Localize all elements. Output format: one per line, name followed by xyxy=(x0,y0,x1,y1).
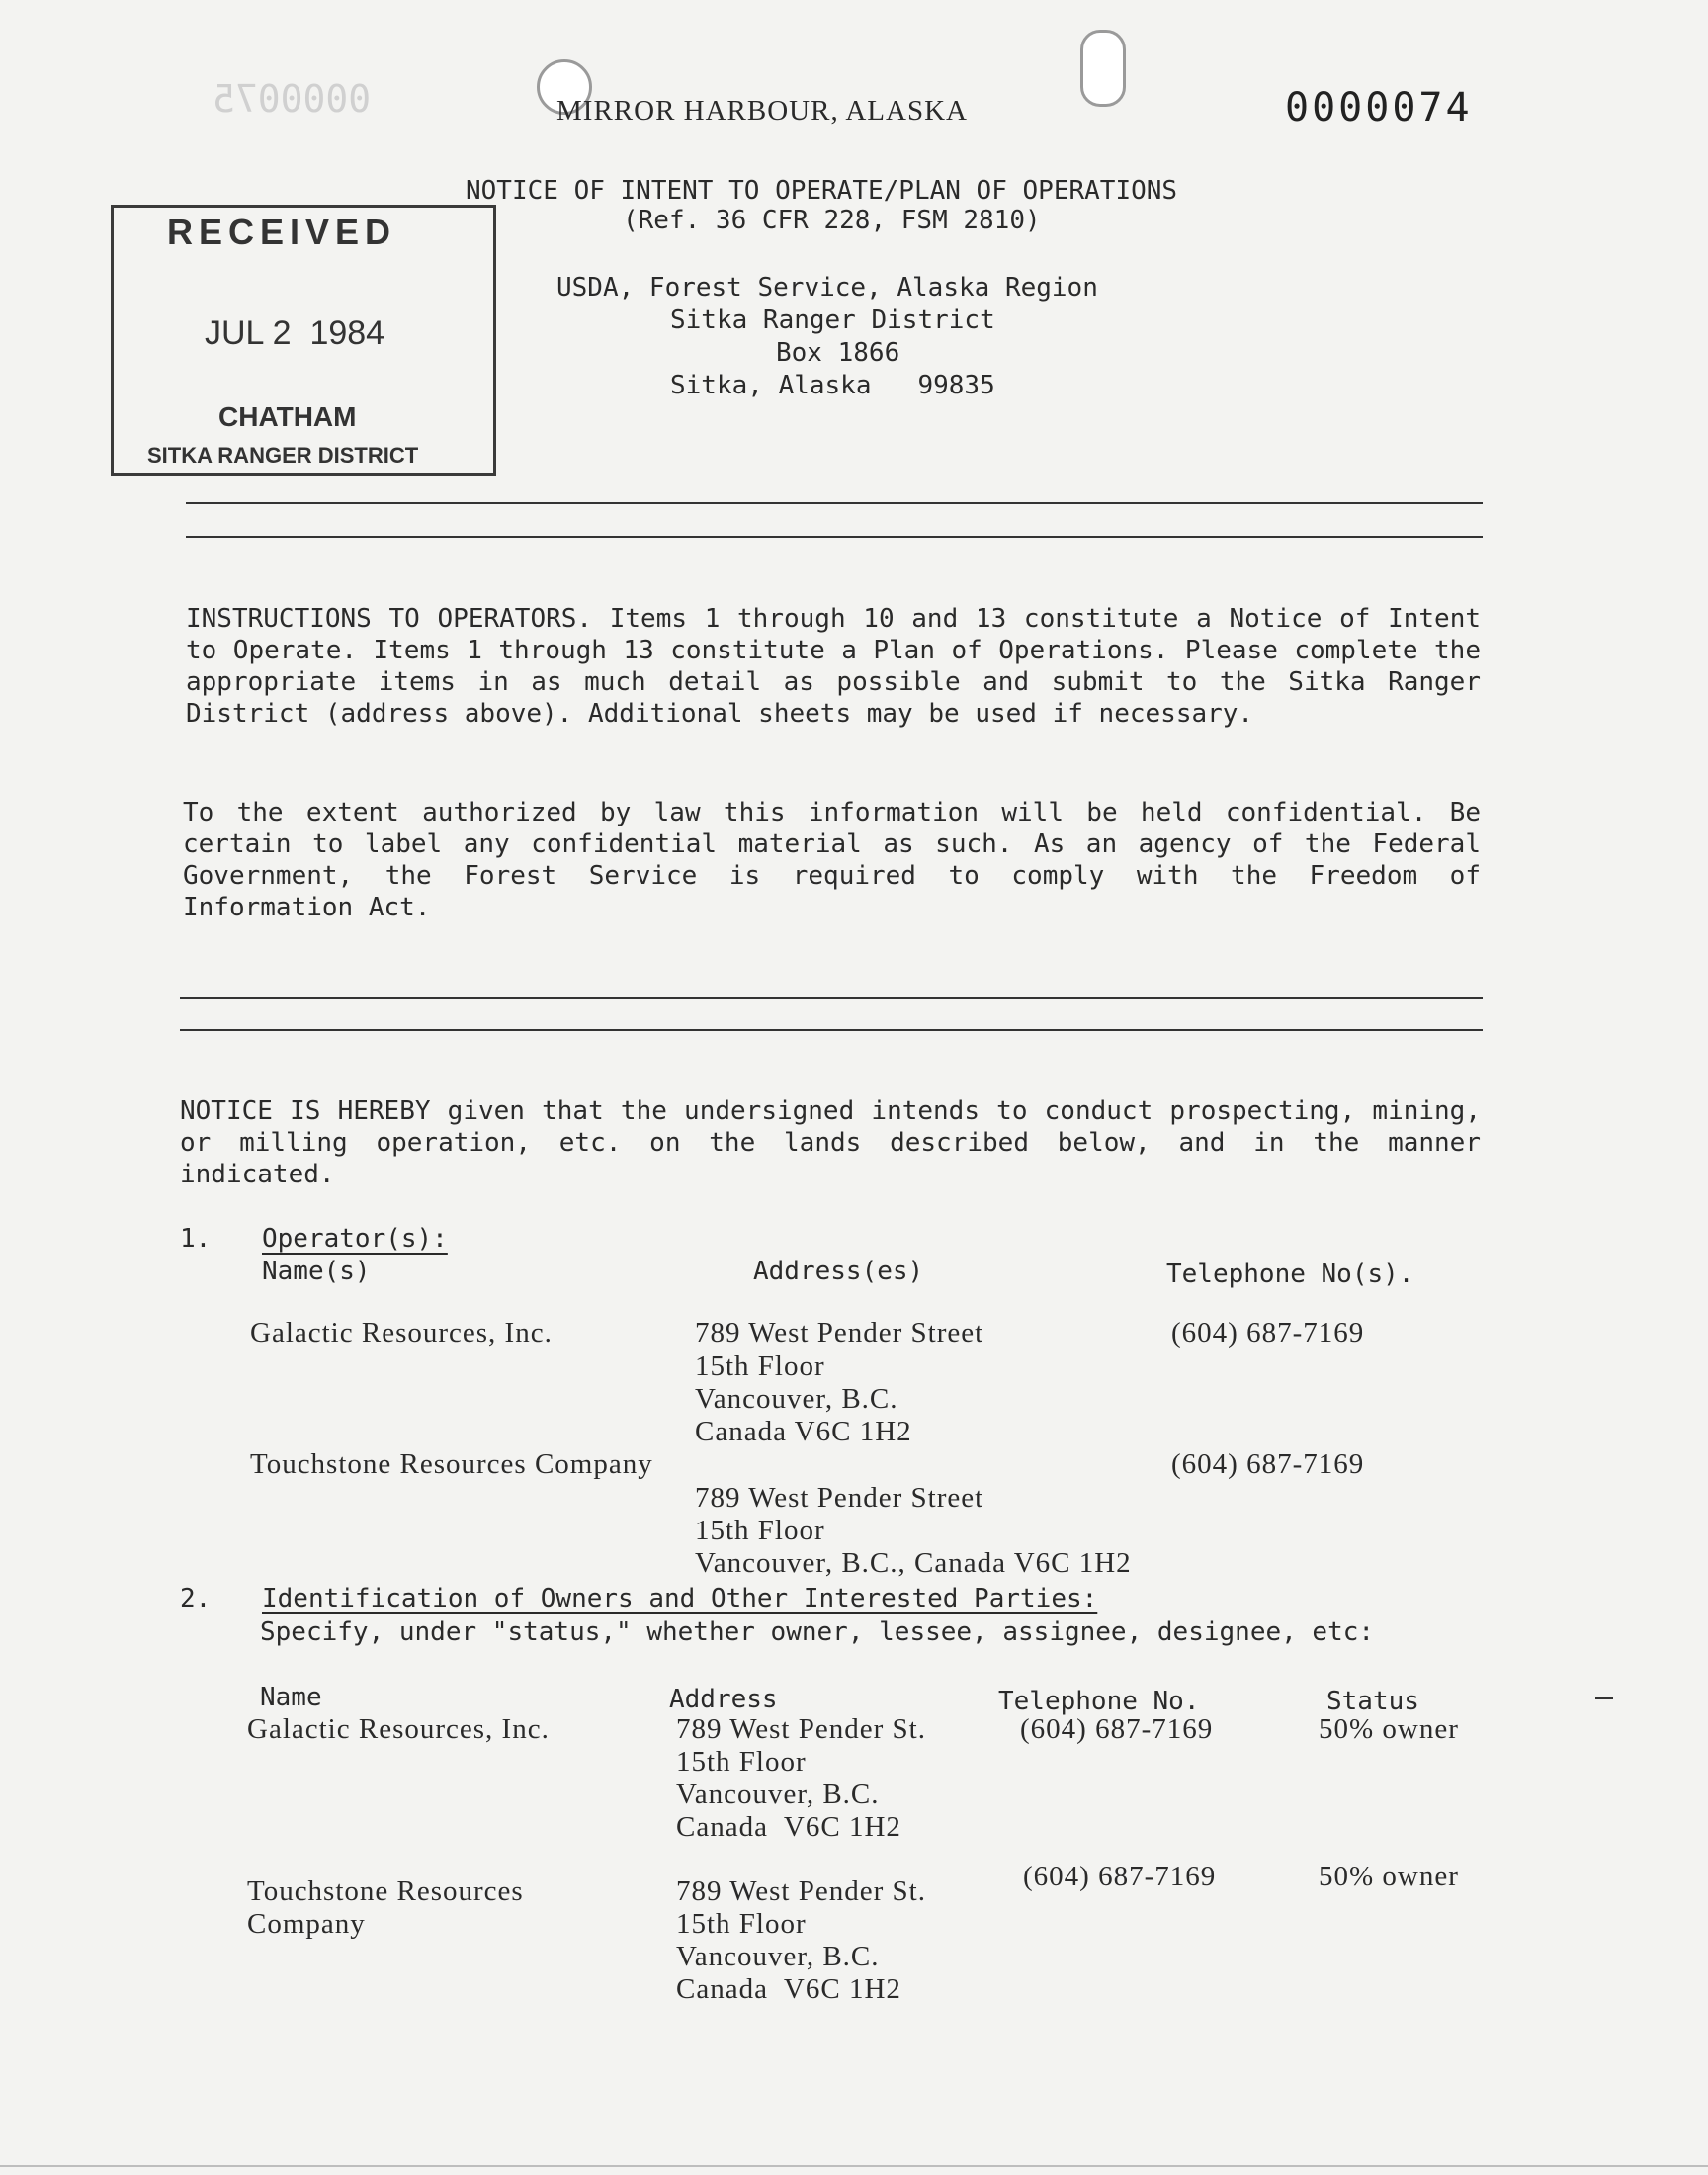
agency-line-1: USDA, Forest Service, Alaska Region xyxy=(556,273,1098,303)
owner-1-phone: (604) 687-7169 xyxy=(1020,1713,1214,1745)
operator-2-address-1: 789 West Pender Street xyxy=(695,1482,984,1514)
section-2-col-address: Address xyxy=(669,1685,778,1714)
section-2-subheading: Specify, under "status," whether owner, lessee, assignee, designee, etc: xyxy=(260,1617,1375,1647)
location-title: MIRROR HARBOUR, ALASKA xyxy=(556,95,968,127)
agency-line-4: Sitka, Alaska 99835 xyxy=(670,371,995,400)
divider-1 xyxy=(186,502,1483,504)
bleed-through-number: 0000075 xyxy=(213,77,372,121)
owner-2-address-3: Vancouver, B.C. xyxy=(676,1941,880,1972)
operator-1-name: Galactic Resources, Inc. xyxy=(250,1317,553,1348)
punch-hole-right xyxy=(1080,30,1126,107)
section-1-col-name: Name(s) xyxy=(262,1257,371,1286)
owner-1-name: Galactic Resources, Inc. xyxy=(247,1713,550,1745)
operator-1-address-3: Vancouver, B.C. xyxy=(695,1383,898,1415)
stamp-date: JUL 2 1984 xyxy=(205,314,385,352)
owner-2-status: 50% owner xyxy=(1319,1861,1459,1892)
section-1-col-phone: Telephone No(s). xyxy=(1166,1260,1414,1289)
margin-mark xyxy=(1595,1697,1613,1699)
section-2-col-name: Name xyxy=(260,1683,322,1712)
divider-2 xyxy=(186,536,1483,538)
owner-2-address-4: Canada V6C 1H2 xyxy=(676,1973,901,2005)
owner-1-address-4: Canada V6C 1H2 xyxy=(676,1811,901,1843)
owner-1-address-3: Vancouver, B.C. xyxy=(676,1779,880,1810)
operator-1-address-2: 15th Floor xyxy=(695,1350,825,1382)
owner-2-phone: (604) 687-7169 xyxy=(1023,1861,1217,1892)
operator-1-address-1: 789 West Pender Street xyxy=(695,1317,984,1348)
section-2-col-status: Status xyxy=(1326,1687,1419,1716)
divider-3 xyxy=(180,997,1483,999)
bottom-edge xyxy=(0,2165,1708,2167)
section-2-col-phone: Telephone No. xyxy=(998,1687,1200,1716)
owner-2-address-1: 789 West Pender St. xyxy=(676,1875,926,1907)
section-1-heading: Operator(s): xyxy=(262,1224,448,1254)
confidentiality-paragraph: To the extent authorized by law this information will be held confidential. Be certain to label any confidential material as such. As an agency of the Federal Government, the Forest Service is required to comply with the Freedom of Information Act. xyxy=(183,798,1481,922)
instructions-paragraph: INSTRUCTIONS TO OPERATORS. Items 1 through 10 and 13 constitute a Notice of Intent to Operate. Items 1 through 13 constitute a Plan of Operations. Please complete the appropriate items in as much detail as possible and submit to the Sitka Ranger District (address above). Additional sheets may be used if necessary. xyxy=(186,604,1481,729)
operator-2-address-2: 15th Floor xyxy=(695,1515,825,1546)
divider-4 xyxy=(180,1029,1483,1031)
document-number: 0000074 xyxy=(1285,85,1473,130)
operator-1-address-4: Canada V6C 1H2 xyxy=(695,1416,912,1447)
agency-line-2: Sitka Ranger District xyxy=(670,305,995,335)
received-stamp xyxy=(111,205,496,476)
stamp-office: CHATHAM xyxy=(218,401,357,432)
form-title: NOTICE OF INTENT TO OPERATE/PLAN OF OPERATIONS xyxy=(466,176,1178,206)
agency-line-3: Box 1866 xyxy=(776,338,900,368)
owner-1-status: 50% owner xyxy=(1319,1713,1459,1745)
section-2-heading: Identification of Owners and Other Interested Parties: xyxy=(262,1584,1098,1613)
section-1-col-address: Address(es) xyxy=(753,1257,924,1286)
owner-2-name-2: Company xyxy=(247,1908,366,1940)
operator-2-phone: (604) 687-7169 xyxy=(1171,1448,1365,1480)
section-1-number: 1. xyxy=(180,1224,212,1254)
owner-1-address-2: 15th Floor xyxy=(676,1746,807,1778)
owner-2-name-1: Touchstone Resources xyxy=(247,1875,524,1907)
stamp-title: RECEIVED xyxy=(167,212,397,252)
notice-paragraph: NOTICE IS HEREBY given that the undersigned intends to conduct prospecting, mining, or milling operation, etc. on the lands described below, and in the manner indicated. xyxy=(180,1096,1481,1189)
operator-2-address-3: Vancouver, B.C., Canada V6C 1H2 xyxy=(695,1547,1132,1579)
operator-2-name: Touchstone Resources Company xyxy=(250,1448,653,1480)
owner-2-address-2: 15th Floor xyxy=(676,1908,807,1940)
form-reference: (Ref. 36 CFR 228, FSM 2810) xyxy=(623,206,1041,235)
stamp-district: SITKA RANGER DISTRICT xyxy=(147,443,419,468)
owner-1-address-1: 789 West Pender St. xyxy=(676,1713,926,1745)
section-2-number: 2. xyxy=(180,1584,212,1613)
operator-1-phone: (604) 687-7169 xyxy=(1171,1317,1365,1348)
